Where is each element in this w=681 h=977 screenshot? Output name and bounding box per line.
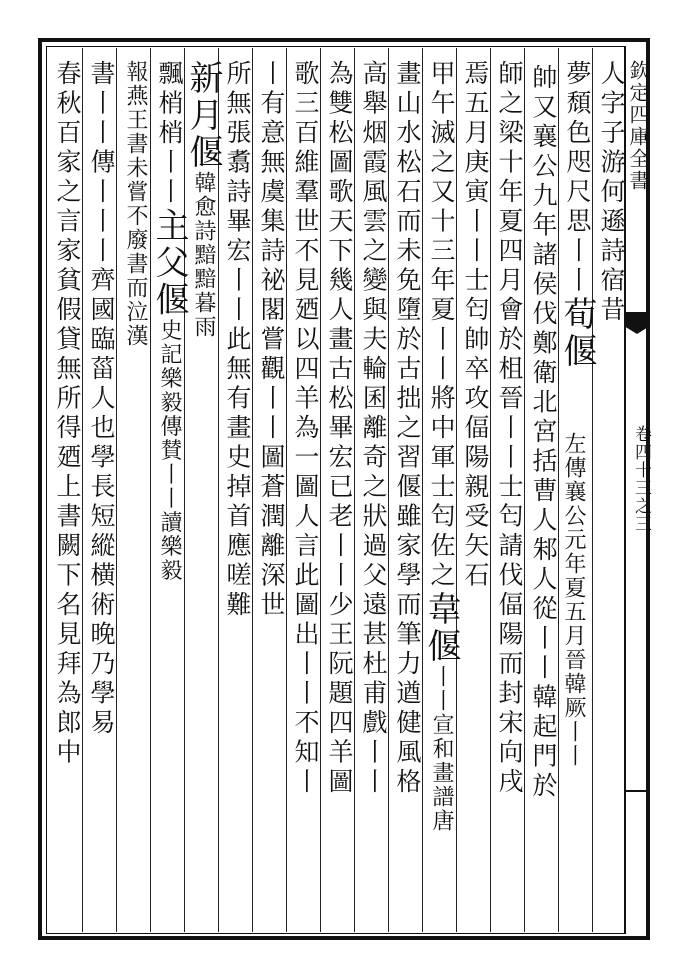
column-3-text: 帥又襄公九年諸侯伐鄭衛北宮括曹人邾人從丨丨韓起門於 — [529, 64, 558, 802]
headword-wei-yan: 韋偃 — [421, 591, 461, 665]
text-column-14 — [149, 60, 189, 920]
text-column-6 — [421, 60, 461, 920]
text-column-10: 歌三百維羣世不見廼以四羊為一圖人言此圖出丨丨不知丨 — [291, 60, 320, 798]
xun-yan-note-b — [526, 60, 527, 61]
column-6-text: 甲午滅之又十三年夏丨丨將中軍士匄佐之 — [427, 60, 456, 591]
text-column-9: 為雙松圖歌天下幾人畫古松畢宏已老丨丨少王阮題四羊圖 — [325, 60, 354, 798]
text-column-1: 人字子游何遜詩宿昔 — [597, 60, 626, 326]
text-column-12: 所無張翥詩畢宏丨丨此無有畫史掉首應嗟難 — [223, 60, 252, 621]
text-column-5: 焉五月庚寅丨丨士匄帥卒攻偪陽親受矢石 — [461, 60, 490, 591]
margin-volume-label: 卷四十三之三 — [631, 425, 651, 533]
wei-yan-note-a: 丨丨宣和畫譜唐 — [429, 665, 454, 833]
text-column-8: 高舉烟霞風雲之變與夫輪囷離奇之狀過父遠甚杜甫戲丨丨 — [359, 60, 388, 798]
margin-book-title: 欽定四庫全書 — [626, 60, 650, 192]
text-column-4: 師之梁十年夏四月會於柤晉丨丨士匄請伐偪陽而封宋向戌 — [495, 60, 524, 798]
headword-zhu-fu-yan: 主父偃 — [149, 207, 189, 319]
text-column-17: 春秋百家之言家貧假貸無所得廼上書闕下名見拜為郎中 — [53, 60, 82, 768]
zhu-fu-yan-note-b: 報燕王書未嘗不廢書而泣漢 — [123, 60, 148, 348]
spacer — [526, 432, 556, 902]
text-column-13 — [183, 60, 223, 920]
text-column-7: 畫山水松石而未免墮於古拙之習偃雖家學而筆力遒健風格 — [393, 60, 422, 798]
text-column-11: 丨有意無虞集詩祕閣嘗觀丨丨圖蒼潤離深世 — [257, 60, 286, 621]
text-column-15 — [118, 60, 152, 920]
zhu-fu-yan-note-a: 史記樂毅傳賛丨丨讀樂毅 — [157, 318, 182, 583]
column-14-text: 飄梢梢丨丨 — [155, 60, 184, 208]
xun-yan-note-a: 左傳襄公元年夏五月晉韓厥丨丨 — [561, 432, 586, 768]
wei-yan-note-b — [424, 60, 425, 61]
headword-xin-yue-yan: 新月偃 — [183, 60, 223, 171]
column-2-text: 夢頹色咫尺思丨丨 — [563, 60, 592, 296]
text-column-16: 書丨丨傳丨丨丨齊國臨菑人也學長短縱横術晚乃學易 — [87, 60, 116, 739]
headword-xun-yan: 荀偃 — [557, 296, 597, 370]
xin-yue-yan-note: 韓愈詩黯黯暮雨 — [191, 171, 216, 339]
